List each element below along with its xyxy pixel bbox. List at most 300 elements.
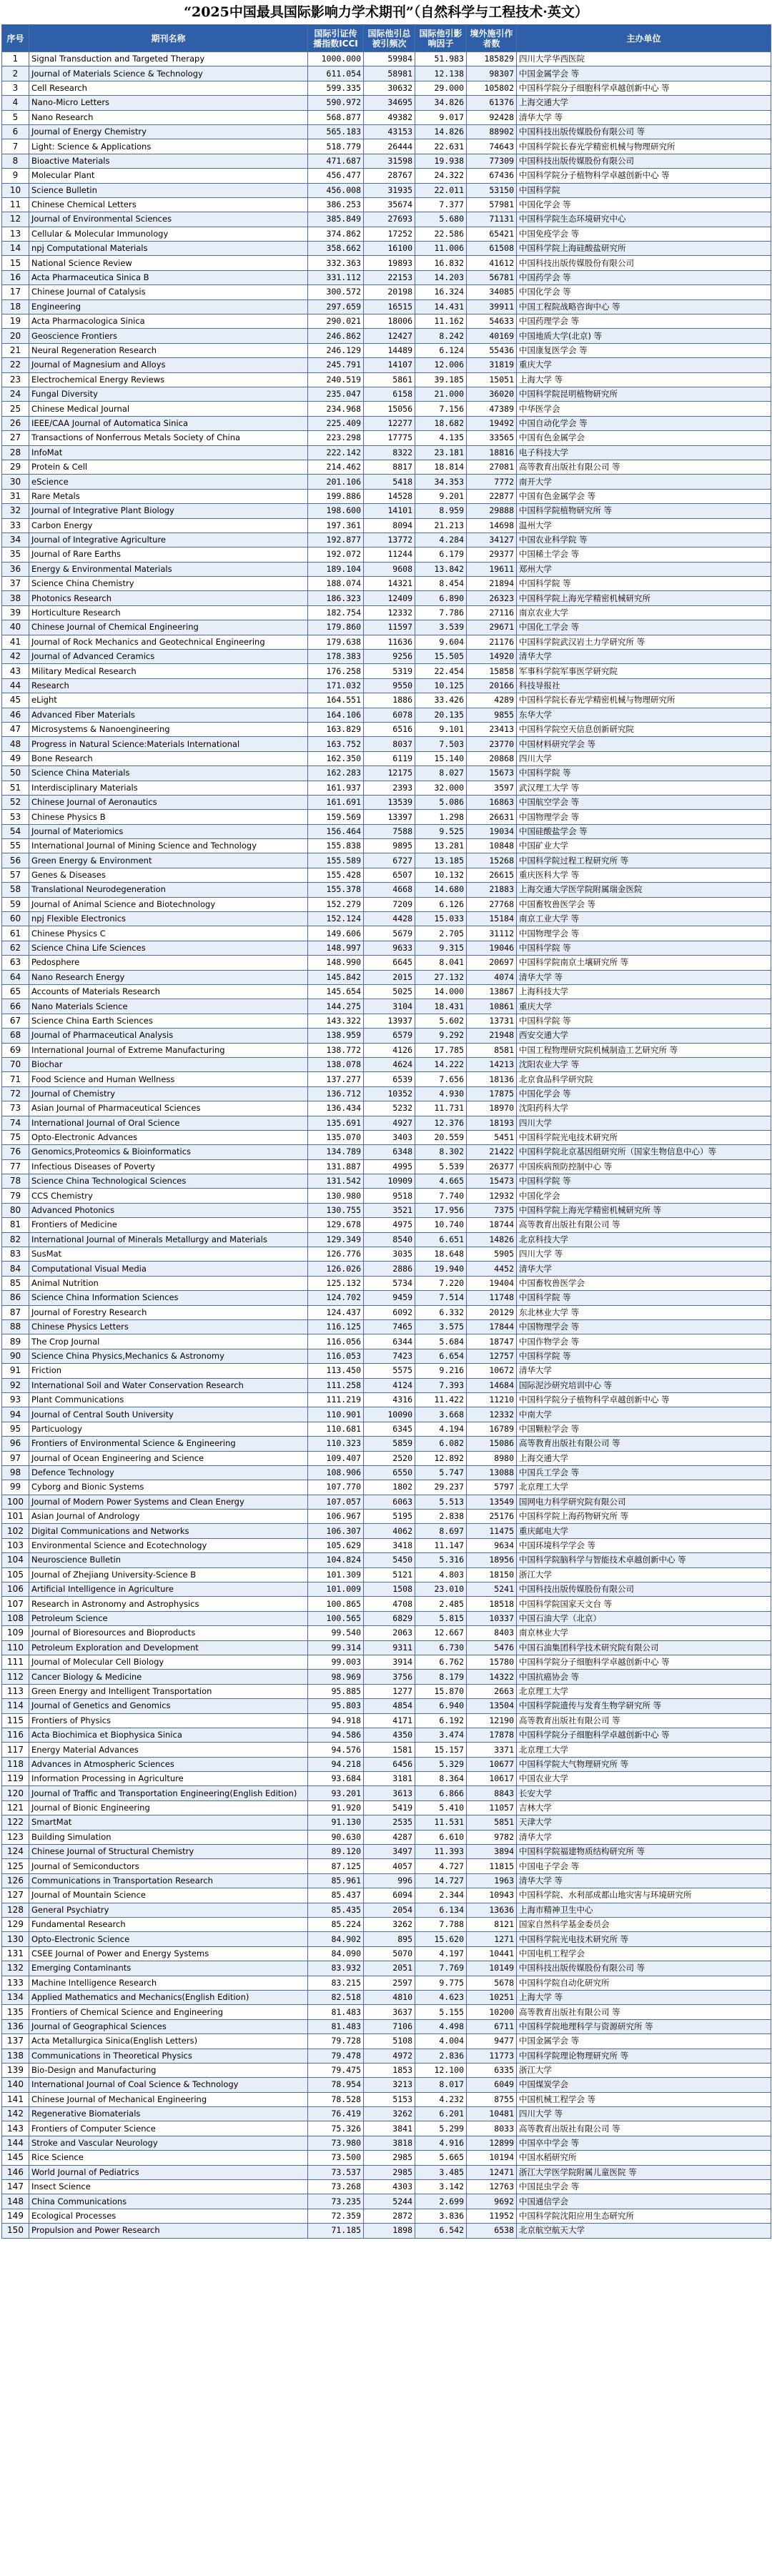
rank-cell: 74 (2, 1116, 29, 1130)
authors-cell: 36020 (467, 387, 517, 401)
sponsor-cell: 清华大学 (517, 1830, 771, 1844)
table-row (2, 1830, 771, 1844)
rank-cell: 3 (2, 81, 29, 95)
authors-cell: 12190 (467, 1713, 517, 1728)
sponsor-cell: 中国科学院地理科学与资源研究所 等 (517, 2019, 771, 2033)
table-row (2, 329, 771, 343)
rank-cell: 41 (2, 635, 29, 649)
journal-name-cell: Photonics Research (29, 591, 308, 605)
table-row (2, 2107, 771, 2121)
rank-cell: 119 (2, 1772, 29, 1786)
sponsor-cell: 中国科技出版传媒股份有限公司 (517, 256, 771, 270)
table-row (2, 1815, 771, 1830)
rank-cell: 17 (2, 285, 29, 299)
citations-cell: 4057 (364, 1859, 415, 1873)
authors-cell: 13867 (467, 985, 517, 999)
icci-cell: 188.074 (308, 577, 364, 591)
table-row (2, 1072, 771, 1086)
authors-cell: 15780 (467, 1655, 517, 1669)
authors-cell: 9634 (467, 1538, 517, 1552)
journal-name-cell: Journal of Rare Earths (29, 548, 308, 562)
rank-cell: 49 (2, 751, 29, 766)
authors-cell: 25176 (467, 1510, 517, 1524)
journal-name-cell: International Soil and Water Conservation Research (29, 1378, 308, 1392)
sponsor-cell: 四川大学 等 (517, 1247, 771, 1262)
citations-cell: 9550 (364, 678, 415, 693)
icci-cell: 107.057 (308, 1495, 364, 1509)
citations-cell: 4124 (364, 1378, 415, 1392)
table-row (2, 635, 771, 649)
authors-cell: 14213 (467, 1057, 517, 1071)
impact-factor-cell: 8.179 (415, 1670, 467, 1684)
citations-cell: 895 (364, 1932, 415, 1946)
table-row (2, 2063, 771, 2077)
icci-cell: 99.314 (308, 1640, 364, 1655)
rank-cell: 24 (2, 387, 29, 401)
citations-cell: 4810 (364, 1990, 415, 2004)
authors-cell: 10337 (467, 1611, 517, 1625)
authors-cell: 10441 (467, 1946, 517, 1961)
citations-cell: 1508 (364, 1582, 415, 1597)
impact-factor-cell: 2.699 (415, 2194, 467, 2209)
impact-factor-cell: 3.668 (415, 1407, 467, 1422)
table-row (2, 227, 771, 241)
citations-cell: 12427 (364, 329, 415, 343)
table-row (2, 1378, 771, 1392)
table-row (2, 2165, 771, 2179)
rank-cell: 1 (2, 52, 29, 66)
rank-cell: 18 (2, 299, 29, 314)
impact-factor-cell: 24.322 (415, 169, 467, 183)
authors-cell: 11952 (467, 2209, 517, 2223)
rank-cell: 79 (2, 1189, 29, 1203)
icci-cell: 93.201 (308, 1786, 364, 1800)
sponsor-cell: 中国科学院长春光学精密机械与物理研究所 (517, 693, 771, 708)
impact-factor-cell: 14.222 (415, 1057, 467, 1071)
table-row (2, 2209, 771, 2223)
citations-cell: 13539 (364, 795, 415, 809)
authors-cell: 10200 (467, 2005, 517, 2019)
sponsor-cell: 郑州大学 (517, 562, 771, 576)
citations-cell: 6829 (364, 1611, 415, 1625)
icci-cell: 155.589 (308, 853, 364, 868)
table-row (2, 605, 771, 620)
journal-name-cell: Electrochemical Energy Reviews (29, 372, 308, 387)
citations-cell: 7465 (364, 1319, 415, 1334)
table-row (2, 941, 771, 955)
sponsor-cell: 中国通信学会 (517, 2194, 771, 2209)
sponsor-cell: 东北林业大学 等 (517, 1305, 771, 1319)
journal-name-cell: Rare Metals (29, 489, 308, 503)
rank-cell: 85 (2, 1276, 29, 1290)
authors-cell: 26631 (467, 810, 517, 824)
authors-cell: 22877 (467, 489, 517, 503)
sponsor-cell: 中国自动化学会 等 (517, 416, 771, 430)
table-row (2, 1961, 771, 1976)
journal-name-cell: CSEE Journal of Power and Energy Systems (29, 1946, 308, 1961)
sponsor-cell: 上海科技大学 (517, 985, 771, 999)
journal-name-cell: Infectious Diseases of Poverty (29, 1159, 308, 1174)
sponsor-cell: 南开大学 (517, 475, 771, 489)
citations-cell: 6345 (364, 1422, 415, 1436)
authors-cell: 15673 (467, 766, 517, 781)
table-row (2, 1495, 771, 1509)
journal-name-cell: Asian Journal of Pharmaceutical Sciences (29, 1101, 308, 1116)
impact-factor-cell: 8.302 (415, 1145, 467, 1159)
journal-name-cell: Information Processing in Agriculture (29, 1772, 308, 1786)
icci-cell: 83.215 (308, 1976, 364, 1990)
sponsor-cell: 中国药理学会 等 (517, 314, 771, 329)
citations-cell: 5195 (364, 1510, 415, 1524)
sponsor-cell: 高等教育出版社有限公司 等 (517, 2005, 771, 2019)
citations-cell: 4708 (364, 1597, 415, 1611)
sponsor-cell: 南京工业大学 等 (517, 912, 771, 926)
table-row (2, 387, 771, 401)
impact-factor-cell: 5.086 (415, 795, 467, 809)
table-row (2, 1218, 771, 1232)
table-row (2, 562, 771, 576)
citations-cell: 3637 (364, 2005, 415, 2019)
impact-factor-cell: 4.135 (415, 431, 467, 445)
authors-cell: 88902 (467, 124, 517, 139)
citations-cell: 10090 (364, 1407, 415, 1422)
citations-cell: 6094 (364, 1888, 415, 1903)
authors-cell: 19611 (467, 562, 517, 576)
journal-name-cell: Journal of Geographical Sciences (29, 2019, 308, 2033)
header-cell-citations: 国际他引总被引频次 (364, 25, 415, 52)
table-row (2, 1145, 771, 1159)
citations-cell: 12175 (364, 766, 415, 781)
journal-name-cell: Acta Pharmaceutica Sinica B (29, 270, 308, 284)
sponsor-cell: 中国科学院昆明植物研究所 (517, 387, 771, 401)
impact-factor-cell: 21.000 (415, 387, 467, 401)
authors-cell: 33565 (467, 431, 517, 445)
sponsor-cell: 重庆大学 (517, 358, 771, 372)
rank-cell: 137 (2, 2034, 29, 2049)
table-row (2, 664, 771, 678)
citations-cell: 4624 (364, 1057, 415, 1071)
rank-cell: 36 (2, 562, 29, 576)
table-row (2, 1946, 771, 1961)
journal-name-cell: Asian Journal of Andrology (29, 1510, 308, 1524)
impact-factor-cell: 34.353 (415, 475, 467, 489)
authors-cell: 71131 (467, 212, 517, 227)
icci-cell: 76.419 (308, 2107, 364, 2121)
authors-cell: 18136 (467, 1072, 517, 1086)
citations-cell: 3403 (364, 1130, 415, 1144)
citations-cell: 4126 (364, 1043, 415, 1057)
table-row (2, 1918, 771, 1932)
icci-cell: 79.478 (308, 2049, 364, 2063)
journal-name-cell: Friction (29, 1364, 308, 1378)
impact-factor-cell: 12.667 (415, 1626, 467, 1640)
rank-cell: 78 (2, 1174, 29, 1189)
impact-factor-cell: 10.740 (415, 1218, 467, 1232)
icci-cell: 73.235 (308, 2194, 364, 2209)
icci-cell: 85.435 (308, 1903, 364, 1917)
table-body (2, 52, 771, 2239)
table-row (2, 1728, 771, 1742)
icci-cell: 125.132 (308, 1276, 364, 1290)
sponsor-cell: 中国科学院理论物理研究所 等 (517, 2049, 771, 2063)
citations-cell: 5244 (364, 2194, 415, 2209)
journal-name-cell: Light: Science & Applications (29, 139, 308, 154)
citations-cell: 4995 (364, 1159, 415, 1174)
impact-factor-cell: 8.697 (415, 1524, 467, 1538)
icci-cell: 81.483 (308, 2019, 364, 2033)
citations-cell: 4972 (364, 2049, 415, 2063)
icci-cell: 85.224 (308, 1918, 364, 1932)
rank-cell: 138 (2, 2049, 29, 2063)
rank-cell: 107 (2, 1597, 29, 1611)
table-row (2, 1407, 771, 1422)
citations-cell: 4668 (364, 883, 415, 897)
journal-name-cell: Journal of Magnesium and Alloys (29, 358, 308, 372)
journal-name-cell: Cancer Biology & Medicine (29, 1670, 308, 1684)
impact-factor-cell: 3.836 (415, 2209, 467, 2223)
table-row (2, 183, 771, 197)
table-row (2, 1262, 771, 1276)
journal-name-cell: Journal of Advanced Ceramics (29, 650, 308, 664)
impact-factor-cell: 5.329 (415, 1757, 467, 1771)
impact-factor-cell: 5.410 (415, 1800, 467, 1815)
impact-factor-cell: 7.514 (415, 1291, 467, 1305)
icci-cell: 136.434 (308, 1101, 364, 1116)
impact-factor-cell: 5.665 (415, 2151, 467, 2165)
journal-name-cell: Microsystems & Nanoengineering (29, 722, 308, 736)
impact-factor-cell: 14.203 (415, 270, 467, 284)
icci-cell: 85.961 (308, 1873, 364, 1888)
icci-cell: 83.932 (308, 1961, 364, 1976)
citations-cell: 11597 (364, 620, 415, 635)
impact-factor-cell: 34.826 (415, 96, 467, 110)
table-row (2, 1392, 771, 1407)
sponsor-cell: 中华医学会 (517, 402, 771, 416)
impact-factor-cell: 8.959 (415, 504, 467, 518)
rank-cell: 54 (2, 824, 29, 838)
icci-cell: 246.129 (308, 343, 364, 357)
table-row (2, 431, 771, 445)
rank-cell: 38 (2, 591, 29, 605)
rank-cell: 126 (2, 1873, 29, 1888)
icci-cell: 101.309 (308, 1567, 364, 1582)
sponsor-cell: 中国畜牧兽医学会 等 (517, 897, 771, 911)
sponsor-cell: 中国疾病预防控制中心 等 (517, 1159, 771, 1174)
table-row (2, 1757, 771, 1771)
journal-name-cell: Communications in Transportation Research (29, 1873, 308, 1888)
journal-name-cell: Cell Research (29, 81, 308, 95)
icci-cell: 95.803 (308, 1699, 364, 1713)
rank-cell: 121 (2, 1800, 29, 1815)
sponsor-cell: 中国科学院分子植物科学卓越创新中心 等 (517, 1392, 771, 1407)
authors-cell: 5451 (467, 1130, 517, 1144)
citations-cell: 6348 (364, 1145, 415, 1159)
journal-name-cell: China Communications (29, 2194, 308, 2209)
impact-factor-cell: 14.826 (415, 124, 467, 139)
sponsor-cell: 中国科学院 等 (517, 577, 771, 591)
journal-name-cell: Neuroscience Bulletin (29, 1553, 308, 1567)
sponsor-cell: 中国矿业大学 (517, 839, 771, 853)
icci-cell: 197.361 (308, 518, 364, 532)
icci-cell: 81.483 (308, 2005, 364, 2019)
icci-cell: 199.886 (308, 489, 364, 503)
journal-name-cell: Frontiers of Computer Science (29, 2121, 308, 2136)
journal-name-cell: Machine Intelligence Research (29, 1976, 308, 1990)
sponsor-cell: 中国机械工程学会 等 (517, 2092, 771, 2106)
sponsor-cell: 中国科学院分子植物科学卓越创新中心 等 (517, 169, 771, 183)
icci-cell: 124.437 (308, 1305, 364, 1319)
citations-cell: 3818 (364, 2136, 415, 2150)
table-row (2, 1116, 771, 1130)
citations-cell: 4350 (364, 1728, 415, 1742)
sponsor-cell: 中国免疫学会 等 (517, 227, 771, 241)
authors-cell: 17878 (467, 1728, 517, 1742)
sponsor-cell: 中国有色金属学会 (517, 431, 771, 445)
impact-factor-cell: 4.284 (415, 532, 467, 547)
table-row (2, 532, 771, 547)
authors-cell: 4452 (467, 1262, 517, 1276)
impact-factor-cell: 51.983 (415, 52, 467, 66)
header-cell-sponsor: 主办单位 (517, 25, 771, 52)
table-row (2, 1232, 771, 1247)
sponsor-cell: 清华大学 (517, 1364, 771, 1378)
authors-cell: 6335 (467, 2063, 517, 2077)
table-row (2, 2121, 771, 2136)
icci-cell: 192.877 (308, 532, 364, 547)
table-row (2, 678, 771, 693)
header-cell-rank: 序号 (2, 25, 29, 52)
citations-cell: 2051 (364, 1961, 415, 1976)
authors-cell: 5476 (467, 1640, 517, 1655)
authors-cell: 10194 (467, 2151, 517, 2165)
sponsor-cell: 中国科学院 等 (517, 1014, 771, 1028)
citations-cell: 7423 (364, 1349, 415, 1363)
rank-cell: 55 (2, 839, 29, 853)
table-row (2, 1524, 771, 1538)
authors-cell: 8980 (467, 1451, 517, 1465)
journal-name-cell: Biochar (29, 1057, 308, 1071)
impact-factor-cell: 8.027 (415, 766, 467, 781)
journal-name-cell: Bioactive Materials (29, 154, 308, 168)
sponsor-cell: 中国科学院上海光学精密机械研究所 等 (517, 1203, 771, 1217)
journal-name-cell: Chinese Journal of Chemical Engineering (29, 620, 308, 635)
rank-cell: 27 (2, 431, 29, 445)
impact-factor-cell: 6.654 (415, 1349, 467, 1363)
table-row (2, 912, 771, 926)
rank-cell: 70 (2, 1057, 29, 1071)
journal-name-cell: SusMat (29, 1247, 308, 1262)
impact-factor-cell: 6.762 (415, 1655, 467, 1669)
authors-cell: 8403 (467, 1626, 517, 1640)
icci-cell: 201.106 (308, 475, 364, 489)
authors-cell: 77309 (467, 154, 517, 168)
table-row (2, 897, 771, 911)
table-row (2, 1057, 771, 1071)
journal-name-cell: Acta Metallurgica Sinica(English Letters) (29, 2034, 308, 2049)
rank-cell: 100 (2, 1495, 29, 1509)
impact-factor-cell: 12.006 (415, 358, 467, 372)
impact-factor-cell: 14.431 (415, 299, 467, 314)
table-row (2, 2034, 771, 2049)
journal-name-cell: Journal of Genetics and Genomics (29, 1699, 308, 1713)
citations-cell: 12409 (364, 591, 415, 605)
table-row (2, 1451, 771, 1465)
icci-cell: 358.662 (308, 242, 364, 256)
sponsor-cell: 中国科学院长春光学精密机械与物理研究所 (517, 139, 771, 154)
sponsor-cell: 科技导报社 (517, 678, 771, 693)
journal-name-cell: Geoscience Frontiers (29, 329, 308, 343)
citations-cell: 2393 (364, 781, 415, 795)
sponsor-cell: 北京理工大学 (517, 1480, 771, 1495)
icci-cell: 138.772 (308, 1043, 364, 1057)
icci-cell: 129.349 (308, 1232, 364, 1247)
impact-factor-cell: 12.376 (415, 1116, 467, 1130)
authors-cell: 8755 (467, 2092, 517, 2106)
authors-cell: 6538 (467, 2224, 517, 2238)
citations-cell: 3035 (364, 1247, 415, 1262)
journal-name-cell: Research in Astronomy and Astrophysics (29, 1597, 308, 1611)
impact-factor-cell: 16.324 (415, 285, 467, 299)
sponsor-cell: 中国科学院分子细胞科学卓越创新中心 等 (517, 1655, 771, 1669)
impact-factor-cell: 15.140 (415, 751, 467, 766)
table-row (2, 1932, 771, 1946)
table-row (2, 1873, 771, 1888)
icci-cell: 89.120 (308, 1845, 364, 1859)
table-row (2, 416, 771, 430)
journal-name-cell: Food Science and Human Wellness (29, 1072, 308, 1086)
impact-factor-cell: 4.194 (415, 1422, 467, 1436)
impact-factor-cell: 9.604 (415, 635, 467, 649)
icci-cell: 116.125 (308, 1319, 364, 1334)
impact-factor-cell: 5.299 (415, 2121, 467, 2136)
journal-name-cell: Accounts of Materials Research (29, 985, 308, 999)
journal-name-cell: Journal of Molecular Cell Biology (29, 1655, 308, 1669)
journal-name-cell: Journal of Bioresources and Bioproducts (29, 1626, 308, 1640)
citations-cell: 20198 (364, 285, 415, 299)
rank-cell: 73 (2, 1101, 29, 1116)
rank-cell: 6 (2, 124, 29, 139)
icci-cell: 98.969 (308, 1670, 364, 1684)
citations-cell: 8094 (364, 518, 415, 532)
citations-cell: 4316 (364, 1392, 415, 1407)
rank-cell: 29 (2, 460, 29, 474)
icci-cell: 124.702 (308, 1291, 364, 1305)
authors-cell: 13088 (467, 1465, 517, 1480)
rank-cell: 4 (2, 96, 29, 110)
rank-cell: 105 (2, 1567, 29, 1582)
sponsor-cell: 清华大学 (517, 650, 771, 664)
authors-cell: 18816 (467, 445, 517, 460)
citations-cell: 59984 (364, 52, 415, 66)
authors-cell: 20129 (467, 1305, 517, 1319)
sponsor-cell: 上海大学 等 (517, 1990, 771, 2004)
authors-cell: 11748 (467, 1291, 517, 1305)
icci-cell: 186.323 (308, 591, 364, 605)
table-row (2, 1859, 771, 1873)
icci-cell: 73.537 (308, 2165, 364, 2179)
journal-name-cell: Science China Life Sciences (29, 941, 308, 955)
header-row (2, 25, 771, 52)
citations-cell: 8817 (364, 460, 415, 474)
journal-name-cell: Journal of Ocean Engineering and Science (29, 1451, 308, 1465)
journal-name-cell: Journal of Semiconductors (29, 1859, 308, 1873)
authors-cell: 29888 (467, 504, 517, 518)
authors-cell: 12763 (467, 2180, 517, 2194)
citations-cell: 6550 (364, 1465, 415, 1480)
sponsor-cell: 中国科学院、水利部成都山地灾害与环境研究所 (517, 1888, 771, 1903)
impact-factor-cell: 3.485 (415, 2165, 467, 2179)
authors-cell: 47389 (467, 402, 517, 416)
